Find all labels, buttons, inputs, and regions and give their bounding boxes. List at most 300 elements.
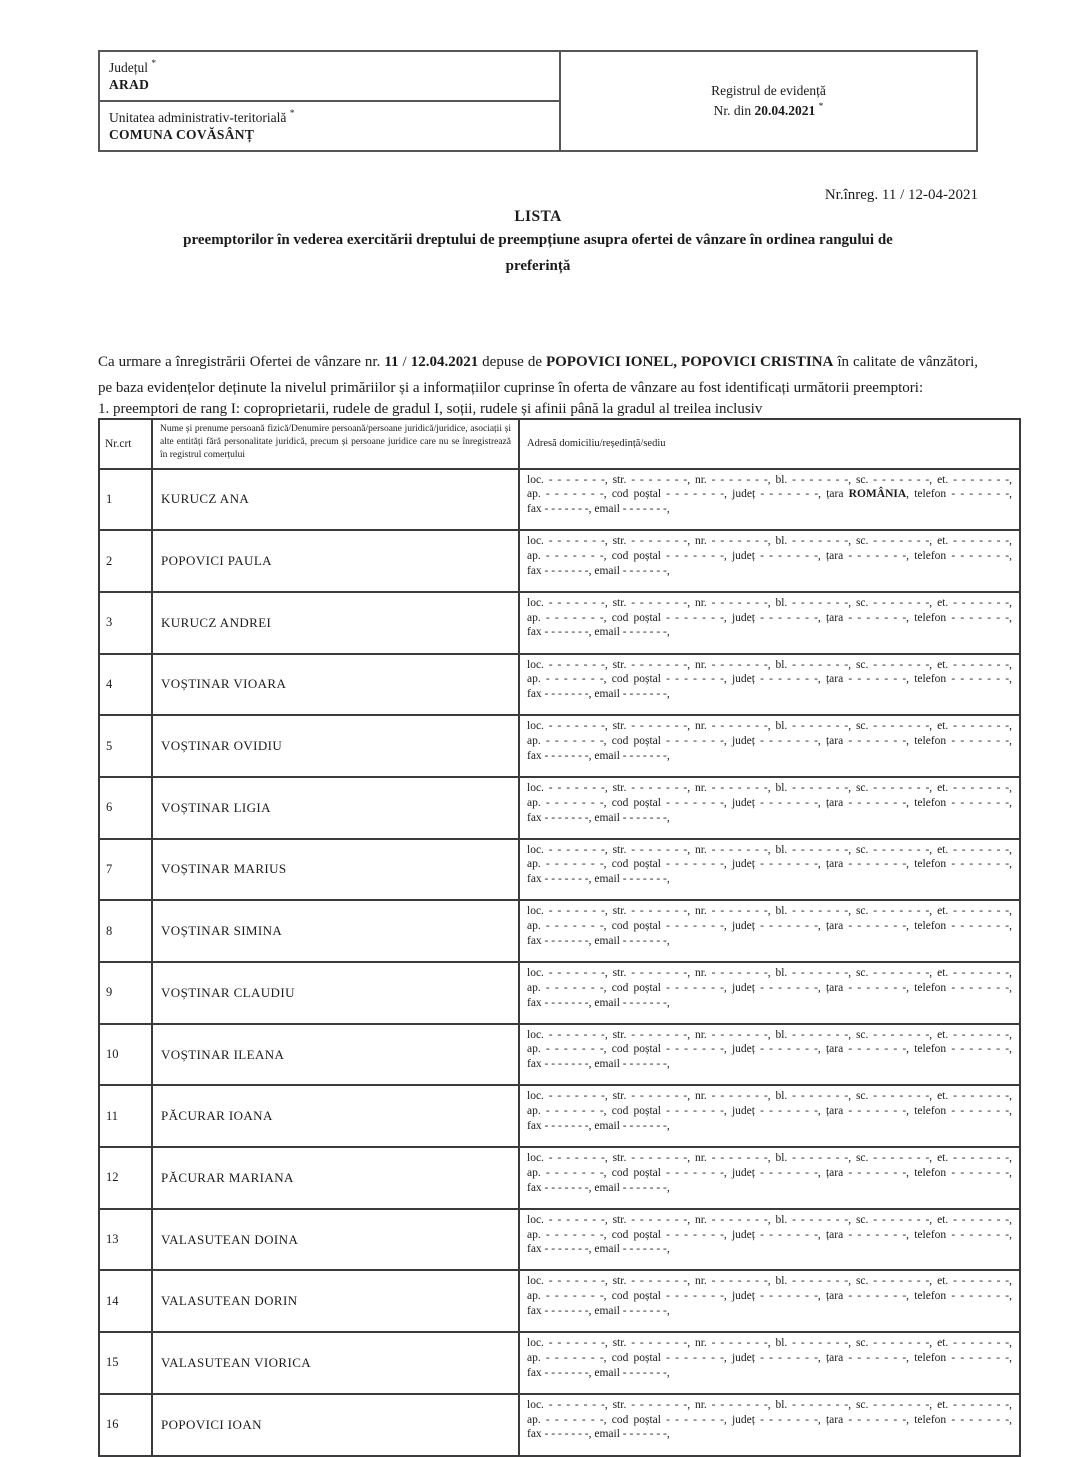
row-number-cell: 10 xyxy=(99,1024,152,1086)
address-field: et. - - - - - - -, xyxy=(937,1213,1013,1226)
address-field: ap. - - - - - - -, xyxy=(527,796,607,809)
address-line xyxy=(527,781,1012,796)
address-line xyxy=(527,534,1012,549)
row-number-cell: 15 xyxy=(99,1332,152,1394)
address-field: email - - - - - - -, xyxy=(594,1428,670,1441)
address-field: bl. - - - - - - -, xyxy=(775,720,852,733)
table-row xyxy=(99,1270,1020,1332)
address-line xyxy=(527,1104,1012,1119)
address-line xyxy=(527,934,1012,949)
address-field: loc. - - - - - - -, xyxy=(527,1337,608,1350)
address-field: bl. - - - - - - -, xyxy=(775,967,852,979)
row-number-cell: 6 xyxy=(99,777,152,839)
address-field: nr. - - - - - - -, xyxy=(694,781,771,794)
address-line xyxy=(527,1119,1012,1134)
address-field: cod poștal - - - - - - -, xyxy=(611,981,727,994)
address-field: cod poștal - - - - - - -, xyxy=(611,673,727,686)
country-value: ROMÂNIA xyxy=(848,488,907,501)
address-line xyxy=(527,611,1012,626)
address-field: țara - - - - - - -, xyxy=(825,1290,910,1303)
address-field: str. - - - - - - -, xyxy=(612,596,691,609)
address-field: județ - - - - - - -, xyxy=(731,611,821,624)
address-line xyxy=(527,843,1012,858)
address-line xyxy=(527,749,1012,764)
address-field: bl. - - - - - - -, xyxy=(775,1213,852,1226)
address-field: telefon - - - - - - -, xyxy=(914,1290,1012,1303)
address-field: ap. - - - - - - -, xyxy=(527,1105,607,1118)
address-field: loc. - - - - - - -, xyxy=(527,720,608,733)
address-field: fax - - - - - - -, xyxy=(527,688,592,701)
address-field: ap. - - - - - - -, xyxy=(527,611,607,624)
address-field: sc. - - - - - - -, xyxy=(855,596,933,609)
address-field: fax - - - - - - -, xyxy=(527,1366,592,1379)
row-number-cell: 4 xyxy=(99,654,152,716)
address-line xyxy=(527,872,1012,887)
table-row xyxy=(99,1085,1020,1147)
address-field: sc. - - - - - - -, xyxy=(855,905,933,918)
address-field: fax - - - - - - -, xyxy=(527,1058,592,1071)
address-field: str. - - - - - - -, xyxy=(612,905,691,918)
name-cell: POPOVICI IOAN xyxy=(152,1394,519,1456)
address-field: județ - - - - - - -, xyxy=(731,858,821,871)
address-field: sc. - - - - - - -, xyxy=(855,1213,933,1226)
table-header-row xyxy=(99,419,1020,469)
address-field: email - - - - - - -, xyxy=(594,688,670,701)
address-field: email - - - - - - -, xyxy=(594,626,670,639)
table-row xyxy=(99,1394,1020,1456)
row-number-cell: 11 xyxy=(99,1085,152,1147)
address-field: ap. - - - - - - -, xyxy=(527,1166,607,1179)
address-field: str. - - - - - - -, xyxy=(612,1028,691,1041)
address-field: telefon - - - - - - -, xyxy=(914,796,1012,809)
table-row xyxy=(99,900,1020,962)
address-field: ap. - - - - - - -, xyxy=(527,1413,607,1426)
address-cell xyxy=(519,1147,1020,1209)
address-line xyxy=(527,1274,1012,1289)
row-number-cell: 9 xyxy=(99,962,152,1024)
address-field: email - - - - - - -, xyxy=(594,996,670,1009)
address-field: telefon - - - - - - -, xyxy=(914,1043,1012,1056)
address-field: bl. - - - - - - -, xyxy=(775,1398,852,1411)
name-cell: VOȘTINAR MARIUS xyxy=(152,839,519,901)
address-field: loc. - - - - - - -, xyxy=(527,1398,608,1411)
address-field: ap. - - - - - - -, xyxy=(527,981,607,994)
address-field: țara ROMÂNIA, xyxy=(826,488,910,501)
address-line xyxy=(527,1427,1012,1442)
address-field: et. - - - - - - -, xyxy=(937,781,1013,794)
address-field: email - - - - - - -, xyxy=(594,1058,670,1071)
address-cell xyxy=(519,962,1020,1024)
offer-number: 11 xyxy=(384,354,399,370)
address-field: bl. - - - - - - -, xyxy=(775,1090,852,1103)
address-field: ap. - - - - - - -, xyxy=(527,549,607,562)
address-field: nr. - - - - - - -, xyxy=(694,1337,771,1350)
table-row xyxy=(99,777,1020,839)
address-field: cod poștal - - - - - - -, xyxy=(611,1351,727,1364)
address-field: nr. - - - - - - -, xyxy=(694,905,771,918)
address-field: loc. - - - - - - -, xyxy=(527,1275,608,1288)
address-field: nr. - - - - - - -, xyxy=(694,1028,771,1041)
name-cell: PĂCURAR IOANA xyxy=(152,1085,519,1147)
address-line xyxy=(527,1289,1012,1304)
table-row xyxy=(99,1147,1020,1209)
address-field: țara - - - - - - -, xyxy=(825,735,910,748)
address-line xyxy=(527,1351,1012,1366)
county-value: ARAD xyxy=(109,77,150,92)
address-field: fax - - - - - - -, xyxy=(527,811,592,824)
address-field: fax - - - - - - -, xyxy=(527,996,592,1009)
column-header-name: Nume și prenume persoană fizică/Denumire persoană/persoane juridică/juridice, asociații și alte entități fără personalitate juridică, precum și persoane juridice care nu se înregistrează în registrul comerțului xyxy=(152,419,519,469)
address-field: nr. - - - - - - -, xyxy=(694,720,771,733)
name-cell: PĂCURAR MARIANA xyxy=(152,1147,519,1209)
address-line xyxy=(527,1398,1012,1413)
row-number-cell: 2 xyxy=(99,530,152,592)
address-field: ap. - - - - - - -, xyxy=(527,858,607,871)
address-field: telefon - - - - - - -, xyxy=(914,1228,1012,1241)
address-line xyxy=(527,1213,1012,1228)
address-field: telefon - - - - - - -, xyxy=(914,981,1012,994)
address-field: email - - - - - - -, xyxy=(594,1366,670,1379)
address-field: str. - - - - - - -, xyxy=(612,1152,691,1165)
address-field: nr. - - - - - - -, xyxy=(694,473,771,486)
address-field: ap. - - - - - - -, xyxy=(527,488,607,501)
address-field: email - - - - - - -, xyxy=(594,1305,670,1318)
address-field: bl. - - - - - - -, xyxy=(775,473,852,486)
rank-heading: 1. preemptori de rang I: coproprietarii, rudele de gradul I, soții, rudele și afinii până la gradul al treilea inclusiv xyxy=(98,401,763,417)
table-row xyxy=(99,1332,1020,1394)
address-cell xyxy=(519,654,1020,716)
address-cell xyxy=(519,592,1020,654)
address-cell xyxy=(519,1394,1020,1456)
address-field: telefon - - - - - - -, xyxy=(914,1413,1012,1426)
address-line xyxy=(527,1336,1012,1351)
address-field: țara - - - - - - -, xyxy=(825,920,910,933)
uat-label: Unitatea administrativ-teritorială * xyxy=(109,108,295,125)
address-field: bl. - - - - - - -, xyxy=(775,535,852,548)
address-field: sc. - - - - - - -, xyxy=(855,535,933,548)
uat-cell xyxy=(99,101,560,151)
address-field: et. - - - - - - -, xyxy=(937,473,1013,486)
address-field: ap. - - - - - - -, xyxy=(527,1351,607,1364)
address-field: sc. - - - - - - -, xyxy=(855,1090,933,1103)
address-field: str. - - - - - - -, xyxy=(612,1090,691,1103)
address-field: str. - - - - - - -, xyxy=(612,473,691,486)
address-field: telefon - - - - - - -, xyxy=(914,920,1012,933)
intro-paragraph xyxy=(98,350,978,401)
intro-text: Ca urmare a înregistrării Ofertei de vânzare nr. xyxy=(98,354,385,370)
address-line xyxy=(527,1228,1012,1243)
asterisk: * xyxy=(151,58,157,69)
address-field: nr. - - - - - - -, xyxy=(694,1090,771,1103)
address-field: et. - - - - - - -, xyxy=(937,1152,1013,1165)
address-field: cod poștal - - - - - - -, xyxy=(611,1413,727,1426)
table-row xyxy=(99,839,1020,901)
address-field: loc. - - - - - - -, xyxy=(527,1028,608,1041)
address-field: et. - - - - - - -, xyxy=(937,720,1013,733)
address-field: telefon - - - - - - -, xyxy=(914,858,1012,871)
name-cell: VOȘTINAR VIOARA xyxy=(152,654,519,716)
address-line xyxy=(527,549,1012,564)
address-field: str. - - - - - - -, xyxy=(612,720,691,733)
address-field: loc. - - - - - - -, xyxy=(527,596,608,609)
address-field: fax - - - - - - -, xyxy=(527,873,592,886)
name-cell: VALASUTEAN DOINA xyxy=(152,1209,519,1271)
address-line xyxy=(527,564,1012,579)
address-field: email - - - - - - -, xyxy=(594,1119,670,1132)
address-line xyxy=(527,1166,1012,1181)
address-line xyxy=(527,1151,1012,1166)
preemptors-table xyxy=(98,418,1021,1457)
table-row xyxy=(99,1024,1020,1086)
table-row xyxy=(99,530,1020,592)
address-cell xyxy=(519,1270,1020,1332)
address-field: telefon - - - - - - -, xyxy=(914,549,1012,562)
address-field: sc. - - - - - - -, xyxy=(855,720,933,733)
header-box-row xyxy=(99,51,977,101)
address-field: str. - - - - - - -, xyxy=(612,658,691,671)
address-field: țara - - - - - - -, xyxy=(825,673,910,686)
address-field: str. - - - - - - -, xyxy=(612,967,691,979)
address-field: țara - - - - - - -, xyxy=(825,1166,910,1179)
address-field: țara - - - - - - -, xyxy=(825,981,910,994)
column-header-address: Adresă domiciliu/reședință/sediu xyxy=(519,419,1020,469)
address-field: et. - - - - - - -, xyxy=(937,535,1013,548)
address-field: loc. - - - - - - -, xyxy=(527,473,608,486)
address-field: cod poștal - - - - - - -, xyxy=(611,920,727,933)
address-field: cod poștal - - - - - - -, xyxy=(611,1105,727,1118)
address-cell xyxy=(519,530,1020,592)
address-field: țara - - - - - - -, xyxy=(825,1105,910,1118)
address-field: fax - - - - - - -, xyxy=(527,564,592,577)
address-cell xyxy=(519,715,1020,777)
address-line xyxy=(527,1181,1012,1196)
intro-text: în calitate de vânzători, pe baza evidențelor deținute la nivelul primăriilor și a informațiilor cuprinse în oferta de vânzare au fost identificați următorii preemptori: xyxy=(98,354,979,396)
address-field: email - - - - - - -, xyxy=(594,749,670,762)
address-field: cod poștal - - - - - - -, xyxy=(611,1228,727,1241)
address-field: fax - - - - - - -, xyxy=(527,1305,592,1318)
address-field: email - - - - - - -, xyxy=(594,1181,670,1194)
address-field: cod poștal - - - - - - -, xyxy=(611,735,727,748)
address-line xyxy=(527,1304,1012,1319)
address-field: str. - - - - - - -, xyxy=(612,843,691,856)
address-field: județ - - - - - - -, xyxy=(731,549,821,562)
intro-text: / xyxy=(398,354,411,370)
address-line xyxy=(527,473,1012,488)
row-number-cell: 14 xyxy=(99,1270,152,1332)
address-field: țara - - - - - - -, xyxy=(825,1351,910,1364)
address-field: nr. - - - - - - -, xyxy=(694,967,771,979)
address-field: județ - - - - - - -, xyxy=(731,796,821,809)
address-field: sc. - - - - - - -, xyxy=(855,781,933,794)
address-line xyxy=(527,625,1012,640)
address-field: bl. - - - - - - -, xyxy=(775,905,852,918)
address-line xyxy=(527,1042,1012,1057)
address-field: str. - - - - - - -, xyxy=(612,1398,691,1411)
document-subtitle xyxy=(98,227,978,279)
address-field: sc. - - - - - - -, xyxy=(855,967,933,979)
name-cell: VALASUTEAN VIORICA xyxy=(152,1332,519,1394)
address-cell xyxy=(519,469,1020,531)
address-field: țara - - - - - - -, xyxy=(825,549,910,562)
address-field: cod poștal - - - - - - -, xyxy=(611,858,727,871)
address-field: fax - - - - - - -, xyxy=(527,1243,592,1256)
address-field: loc. - - - - - - -, xyxy=(527,658,608,671)
address-field: fax - - - - - - -, xyxy=(527,503,592,516)
address-field: et. - - - - - - -, xyxy=(937,905,1013,918)
row-number-cell: 16 xyxy=(99,1394,152,1456)
address-field: nr. - - - - - - -, xyxy=(694,1213,771,1226)
document-title: LISTA xyxy=(514,208,562,225)
address-field: ap. - - - - - - -, xyxy=(527,1043,607,1056)
address-field: et. - - - - - - -, xyxy=(937,658,1013,671)
address-field: nr. - - - - - - -, xyxy=(694,596,771,609)
address-field: str. - - - - - - -, xyxy=(612,1337,691,1350)
address-line xyxy=(527,1057,1012,1072)
address-field: loc. - - - - - - -, xyxy=(527,1213,608,1226)
address-field: ap. - - - - - - -, xyxy=(527,1228,607,1241)
name-cell: VOȘTINAR LIGIA xyxy=(152,777,519,839)
address-field: et. - - - - - - -, xyxy=(937,1337,1013,1350)
address-field: cod poștal - - - - - - -, xyxy=(611,1043,727,1056)
address-field: str. - - - - - - -, xyxy=(612,535,691,548)
address-field: ap. - - - - - - -, xyxy=(527,735,607,748)
address-line xyxy=(527,734,1012,749)
address-field: loc. - - - - - - -, xyxy=(527,843,608,856)
page-content xyxy=(0,50,1079,1441)
address-field: fax - - - - - - -, xyxy=(527,934,592,947)
address-field: fax - - - - - - -, xyxy=(527,626,592,639)
registry-line2: Nr. din 20.04.2021 * xyxy=(713,102,824,118)
address-field: email - - - - - - -, xyxy=(594,503,670,516)
asterisk: * xyxy=(818,102,824,112)
row-number-cell: 5 xyxy=(99,715,152,777)
address-field: județ - - - - - - -, xyxy=(731,673,821,686)
address-cell xyxy=(519,900,1020,962)
name-cell: KURUCZ ANDREI xyxy=(152,592,519,654)
address-field: județ - - - - - - -, xyxy=(732,488,822,501)
subtitle-line2: preferință xyxy=(505,258,571,274)
address-field: nr. - - - - - - -, xyxy=(694,843,771,856)
address-field: cod poștal - - - - - - -, xyxy=(611,796,727,809)
address-field: nr. - - - - - - -, xyxy=(694,1152,771,1165)
address-line xyxy=(527,996,1012,1011)
address-field: sc. - - - - - - -, xyxy=(855,658,933,671)
address-field: telefon - - - - - - -, xyxy=(914,1105,1012,1118)
address-field: țara - - - - - - -, xyxy=(825,1228,910,1241)
table-row xyxy=(99,1209,1020,1271)
address-field: et. - - - - - - -, xyxy=(937,1275,1013,1288)
address-field: județ - - - - - - -, xyxy=(731,1413,821,1426)
address-cell xyxy=(519,777,1020,839)
address-field: nr. - - - - - - -, xyxy=(694,658,771,671)
address-field: str. - - - - - - -, xyxy=(612,1213,691,1226)
address-field: nr. - - - - - - -, xyxy=(694,1398,771,1411)
address-field: loc. - - - - - - -, xyxy=(527,905,608,918)
address-field: loc. - - - - - - -, xyxy=(527,1090,608,1103)
column-header-nr: Nr.crt xyxy=(99,419,152,469)
address-field: fax - - - - - - -, xyxy=(527,1428,592,1441)
address-field: loc. - - - - - - -, xyxy=(527,535,608,548)
address-field: str. - - - - - - -, xyxy=(612,1275,691,1288)
address-line xyxy=(527,687,1012,702)
name-cell: VOȘTINAR ILEANA xyxy=(152,1024,519,1086)
address-field: email - - - - - - -, xyxy=(594,1243,670,1256)
address-line xyxy=(527,904,1012,919)
address-field: telefon - - - - - - -, xyxy=(914,488,1013,501)
address-field: telefon - - - - - - -, xyxy=(914,673,1012,686)
address-field: sc. - - - - - - -, xyxy=(855,1398,933,1411)
address-field: telefon - - - - - - -, xyxy=(914,1351,1012,1364)
address-line xyxy=(527,1366,1012,1381)
name-cell: VOȘTINAR SIMINA xyxy=(152,900,519,962)
address-field: email - - - - - - -, xyxy=(594,564,670,577)
address-field: țara - - - - - - -, xyxy=(825,796,910,809)
address-field: et. - - - - - - -, xyxy=(937,596,1013,609)
address-field: loc. - - - - - - -, xyxy=(527,781,608,794)
address-field: județ - - - - - - -, xyxy=(731,1166,821,1179)
address-field: țara - - - - - - -, xyxy=(825,1043,910,1056)
address-field: județ - - - - - - -, xyxy=(731,1290,821,1303)
address-field: județ - - - - - - -, xyxy=(731,1351,821,1364)
name-cell: VOȘTINAR CLAUDIU xyxy=(152,962,519,1024)
intro-text: depuse de xyxy=(478,354,546,370)
address-field: sc. - - - - - - -, xyxy=(855,1275,933,1288)
address-field: bl. - - - - - - -, xyxy=(775,1152,852,1165)
address-field: sc. - - - - - - -, xyxy=(855,1152,933,1165)
name-cell: POPOVICI PAULA xyxy=(152,530,519,592)
address-field: bl. - - - - - - -, xyxy=(775,1028,852,1041)
address-field: et. - - - - - - -, xyxy=(937,1028,1013,1041)
uat-value: COMUNA COVĂSÂNȚ xyxy=(109,127,255,142)
address-field: bl. - - - - - - -, xyxy=(775,843,852,856)
address-line xyxy=(527,811,1012,826)
address-cell xyxy=(519,1024,1020,1086)
row-number-cell: 1 xyxy=(99,469,152,531)
address-line xyxy=(527,919,1012,934)
asterisk: * xyxy=(289,108,295,119)
address-field: județ - - - - - - -, xyxy=(731,1105,821,1118)
row-number-cell: 3 xyxy=(99,592,152,654)
address-line xyxy=(527,596,1012,611)
address-field: str. - - - - - - -, xyxy=(612,781,691,794)
address-field: telefon - - - - - - -, xyxy=(914,735,1012,748)
address-field: telefon - - - - - - -, xyxy=(914,611,1012,624)
row-number-cell: 7 xyxy=(99,839,152,901)
name-cell: VOȘTINAR OVIDIU xyxy=(152,715,519,777)
registry-date: 20.04.2021 xyxy=(754,103,816,118)
county-cell xyxy=(99,51,560,101)
address-field: bl. - - - - - - -, xyxy=(775,781,852,794)
address-field: loc. - - - - - - -, xyxy=(527,1152,608,1165)
table-row xyxy=(99,715,1020,777)
address-field: țara - - - - - - -, xyxy=(825,611,910,624)
address-line xyxy=(527,658,1012,673)
row-number-cell: 8 xyxy=(99,900,152,962)
address-field: fax - - - - - - -, xyxy=(527,749,592,762)
offer-date: 12.04.2021 xyxy=(410,354,479,370)
address-field: cod poștal - - - - - - -, xyxy=(611,488,727,501)
address-field: bl. - - - - - - -, xyxy=(775,1275,852,1288)
address-field: email - - - - - - -, xyxy=(594,934,670,947)
address-line xyxy=(527,857,1012,872)
address-field: cod poștal - - - - - - -, xyxy=(611,1166,727,1179)
address-field: sc. - - - - - - -, xyxy=(855,1028,933,1041)
address-field: fax - - - - - - -, xyxy=(527,1119,592,1132)
address-field: județ - - - - - - -, xyxy=(731,920,821,933)
registry-cell xyxy=(560,51,977,151)
address-field: sc. - - - - - - -, xyxy=(855,1337,933,1350)
address-field: et. - - - - - - -, xyxy=(937,1398,1013,1411)
